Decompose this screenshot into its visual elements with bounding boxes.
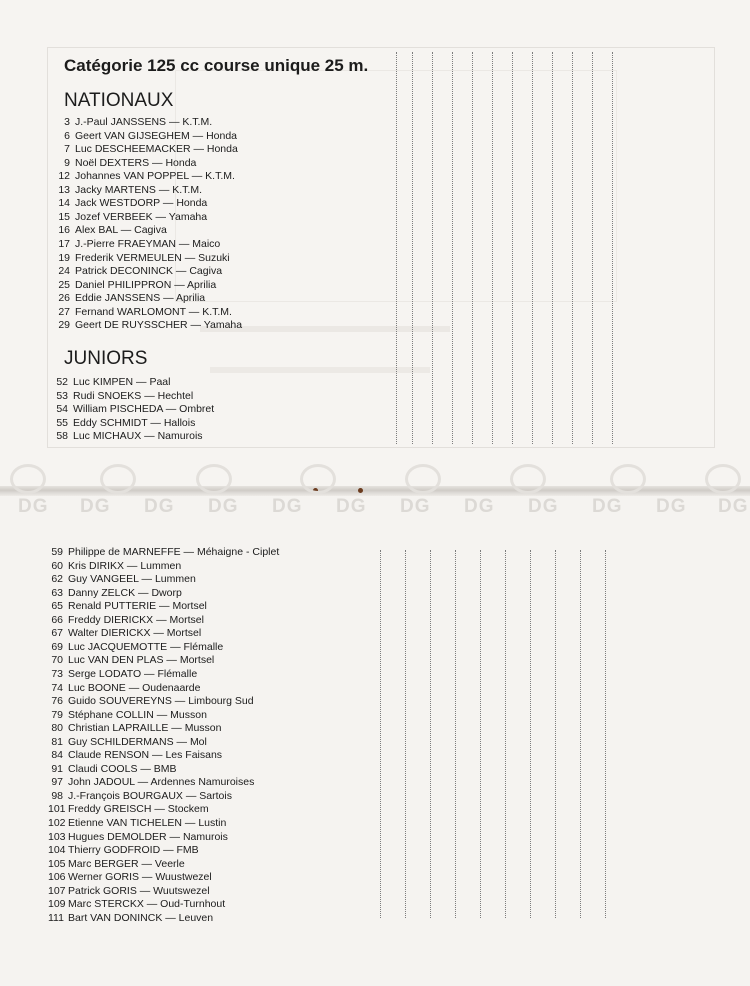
score-column (572, 52, 573, 444)
entry-row (48, 775, 254, 789)
entry-number: 63 (51, 586, 63, 599)
entry-row (48, 735, 207, 749)
score-column (432, 52, 433, 444)
entry-number: 55 (56, 416, 68, 429)
entry-rider-team: Johannes VAN POPPEL — K.T.M. (75, 170, 235, 183)
watermark: DG (144, 496, 175, 517)
entry-row (48, 762, 177, 776)
entry-row (48, 802, 209, 816)
entry-number: 103 (48, 830, 66, 843)
entry-rider-team: Luc BOONE — Oudenaarde (68, 681, 201, 694)
entry-rider-team: Christian LAPRAILLE — Musson (68, 722, 222, 735)
entry-row (48, 626, 201, 640)
entry-row (48, 667, 197, 681)
entry-rider-team: Luc KIMPEN — Paal (73, 376, 171, 388)
entry-rider-team: Danny ZELCK — Dworp (68, 586, 182, 599)
entry-rider-team: Serge LODATO — Flémalle (68, 667, 198, 680)
entry-rider-team: Guido SOUVEREYNS — Limbourg Sud (68, 695, 254, 708)
entry-number: 69 (51, 640, 63, 653)
entry-rider-team: Freddy DIERICKX — Mortsel (68, 613, 204, 626)
entry-number: 52 (56, 376, 68, 388)
entry-row (48, 748, 222, 762)
entry-number: 65 (51, 600, 63, 613)
entry-number: 6 (64, 129, 70, 142)
entry-rider-team: Eddie JANSSENS — Aprilia (75, 292, 206, 305)
entry-rider-team: Claude RENSON — Les Faisans (68, 749, 223, 762)
entry-row (48, 545, 279, 559)
watermark: DG (464, 496, 495, 517)
entry-number: 91 (51, 762, 63, 775)
entry-row (48, 870, 212, 884)
score-column (505, 550, 506, 918)
entry-number: 3 (64, 116, 70, 128)
entry-number: 54 (56, 403, 68, 416)
entry-number: 19 (58, 251, 70, 264)
entry-rider-team: Thierry GODFROID — FMB (68, 844, 199, 857)
entry-number: 80 (51, 722, 63, 735)
entry-rider-team: William PISCHEDA — Ombret (73, 403, 215, 416)
entry-rider-team: Freddy GREISCH — Stockem (68, 803, 209, 816)
entry-row (48, 559, 181, 573)
score-column (480, 550, 481, 918)
entry-row (56, 156, 196, 170)
entry-rider-team: Bart VAN DONINCK — Leuven (68, 911, 214, 924)
entry-number: 105 (48, 857, 66, 870)
entry-row (56, 291, 205, 305)
entry-number: 53 (56, 389, 68, 402)
entry-number: 81 (51, 735, 63, 748)
watermark-logo-icon (196, 464, 232, 494)
watermark-logo-icon (300, 464, 336, 494)
watermark: DG (592, 496, 623, 517)
section-title-juniors: JUNIORS (64, 348, 148, 369)
entry-rider-team: Claudi COOLS — BMB (68, 762, 177, 775)
entry-number: 15 (58, 210, 70, 223)
entry-number: 70 (51, 654, 63, 667)
entry-row (56, 264, 222, 278)
entry-rider-team: John JADOUL — Ardennes Namuroises (68, 776, 255, 789)
score-column (430, 550, 431, 918)
bleed-through-mark (210, 345, 430, 373)
entry-number: 98 (51, 789, 63, 802)
watermark-logo-icon (705, 464, 741, 494)
entry-number: 58 (56, 430, 68, 443)
entry-rider-team: Walter DIERICKX — Mortsel (68, 627, 202, 640)
entry-row (56, 129, 237, 143)
score-column (605, 550, 606, 918)
entry-row (56, 223, 167, 237)
entry-row (56, 142, 238, 156)
score-column (492, 52, 493, 444)
entry-rider-team: J.-Pierre FRAEYMAN — Maico (75, 237, 221, 250)
entry-row (56, 183, 202, 197)
entry-rider-team: Hugues DEMOLDER — Namurois (68, 830, 228, 843)
entry-number: 17 (58, 237, 70, 250)
entry-number: 24 (58, 265, 70, 278)
entry-rider-team: Guy SCHILDERMANS — Mol (68, 735, 207, 748)
entry-number: 67 (51, 627, 63, 640)
watermark: DG (400, 496, 431, 517)
entry-row (48, 830, 228, 844)
entry-row (48, 640, 223, 654)
score-column (592, 52, 593, 444)
entry-row (56, 196, 207, 210)
entry-row (56, 169, 235, 183)
score-column (580, 550, 581, 918)
entry-number: 13 (58, 183, 70, 196)
entry-row (54, 375, 170, 389)
watermark-logo-icon (510, 464, 546, 494)
entry-row (48, 586, 182, 600)
score-column (405, 550, 406, 918)
entry-number: 29 (58, 319, 70, 332)
entry-number: 106 (48, 871, 66, 884)
entry-number: 25 (58, 278, 70, 291)
entry-rider-team: Luc VAN DEN PLAS — Mortsel (68, 654, 215, 667)
score-column (512, 52, 513, 444)
category-title: Catégorie 125 cc course unique 25 m. (64, 56, 369, 75)
entry-number: 79 (51, 708, 63, 721)
entry-rider-team: Jack WESTDORP — Honda (75, 197, 208, 210)
entry-row (56, 210, 207, 224)
entry-rider-team: Etienne VAN TICHELEN — Lustin (68, 817, 227, 829)
entry-row (54, 402, 214, 416)
entry-row (48, 911, 213, 925)
score-column (412, 52, 413, 444)
watermark: DG (80, 496, 111, 517)
entry-row (56, 237, 220, 251)
entry-row (48, 884, 210, 898)
entry-number: 107 (48, 884, 66, 897)
entry-rider-team: Guy VANGEEL — Lummen (68, 573, 196, 586)
entry-number: 97 (51, 776, 63, 789)
entry-rider-team: Rudi SNOEKS — Hechtel (73, 389, 194, 402)
entry-rider-team: Philippe de MARNEFFE — Méhaigne - Ciplet (68, 546, 280, 558)
entry-number: 27 (58, 305, 70, 318)
watermark: DG (718, 496, 749, 517)
entry-row (48, 572, 196, 586)
entry-rider-team: Jacky MARTENS — K.T.M. (75, 183, 202, 196)
entry-row (48, 789, 232, 803)
entry-rider-team: Patrick DECONINCK — Cagiva (75, 265, 223, 278)
entry-rider-team: Marc BERGER — Veerle (68, 857, 185, 870)
entry-row (48, 843, 199, 857)
watermark-logo-icon (10, 464, 46, 494)
entry-row (48, 694, 254, 708)
entry-rider-team: Marc STERCKX — Oud-Turnhout (68, 898, 226, 911)
watermark: DG (272, 496, 303, 517)
watermark-logo-icon (100, 464, 136, 494)
entry-row (48, 857, 185, 871)
watermark-logo-icon (610, 464, 646, 494)
entry-number: 111 (48, 911, 64, 924)
entry-rider-team: Daniel PHILIPPRON — Aprilia (75, 278, 217, 291)
watermark: DG (528, 496, 559, 517)
entry-rider-team: Luc DESCHEEMACKER — Honda (75, 143, 238, 156)
entry-number: 62 (51, 573, 63, 586)
entry-number: 60 (51, 559, 63, 572)
entry-rider-team: Noël DEXTERS — Honda (75, 156, 197, 169)
entry-rider-team: Luc JACQUEMOTTE — Flémalle (68, 640, 224, 653)
entry-rider-team: Luc MICHAUX — Namurois (73, 430, 203, 443)
entry-number: 9 (64, 156, 70, 169)
entry-rider-team: Stéphane COLLIN — Musson (68, 708, 207, 721)
entry-number: 76 (51, 695, 63, 708)
score-column (455, 550, 456, 918)
entry-rider-team: Kris DIRIKX — Lummen (68, 559, 182, 572)
watermark-logo-icon (405, 464, 441, 494)
entry-rider-team: J.-Paul JANSSENS — K.T.M. (75, 116, 213, 128)
entry-number: 74 (51, 681, 63, 694)
entry-row (48, 721, 221, 735)
watermark: DG (208, 496, 239, 517)
entry-row (54, 429, 203, 443)
score-column (552, 52, 553, 444)
entry-rider-team: Frederik VERMEULEN — Suzuki (75, 251, 230, 264)
watermark: DG (18, 496, 49, 517)
entry-number: 59 (51, 546, 63, 558)
entry-rider-team: Alex BAL — Cagiva (75, 224, 167, 237)
entry-number: 104 (48, 844, 66, 857)
watermark: DG (336, 496, 367, 517)
entry-row (56, 251, 230, 265)
entry-rider-team: Fernand WARLOMONT — K.T.M. (75, 305, 232, 318)
entry-number: 84 (51, 749, 63, 762)
entry-number: 26 (58, 292, 70, 305)
entry-number: 66 (51, 613, 63, 626)
entry-row (56, 115, 212, 129)
entry-rider-team: Geert VAN GIJSEGHEM — Honda (75, 129, 238, 142)
entry-number: 14 (58, 197, 70, 210)
entry-row (56, 305, 232, 319)
entry-number: 7 (64, 143, 70, 156)
score-column (532, 52, 533, 444)
entry-number: 73 (51, 667, 63, 680)
entry-rider-team: Renald PUTTERIE — Mortsel (68, 600, 207, 613)
entry-rider-team: Werner GORIS — Wuustwezel (68, 871, 212, 884)
entry-row (48, 613, 204, 627)
entry-number: 102 (48, 817, 66, 829)
entry-rider-team: J.-François BOURGAUX — Sartois (68, 789, 232, 802)
staple (358, 488, 363, 493)
section-title-nationaux: NATIONAUX (64, 90, 174, 111)
score-column (396, 52, 397, 444)
entry-row (48, 897, 225, 911)
entry-row (54, 389, 193, 403)
entry-rider-team: Geert DE RUYSSCHER — Yamaha (75, 319, 243, 332)
entry-row (48, 599, 207, 613)
score-column (452, 52, 453, 444)
entry-row (56, 318, 242, 332)
score-column (555, 550, 556, 918)
entry-number: 109 (48, 898, 66, 911)
watermark: DG (656, 496, 687, 517)
entry-row (56, 278, 216, 292)
entry-number: 16 (58, 224, 70, 237)
entry-row (48, 816, 226, 830)
entry-row (48, 681, 201, 695)
entry-rider-team: Patrick GORIS — Wuutswezel (68, 884, 210, 897)
score-column (612, 52, 613, 444)
entry-rider-team: Jozef VERBEEK — Yamaha (75, 210, 208, 223)
entry-row (48, 708, 207, 722)
score-column (530, 550, 531, 918)
entry-row (54, 416, 195, 430)
entry-number: 101 (48, 803, 66, 816)
entry-number: 12 (58, 170, 70, 183)
entry-row (48, 653, 214, 667)
score-column (380, 550, 381, 918)
score-column (472, 52, 473, 444)
entry-rider-team: Eddy SCHMIDT — Hallois (73, 416, 196, 429)
